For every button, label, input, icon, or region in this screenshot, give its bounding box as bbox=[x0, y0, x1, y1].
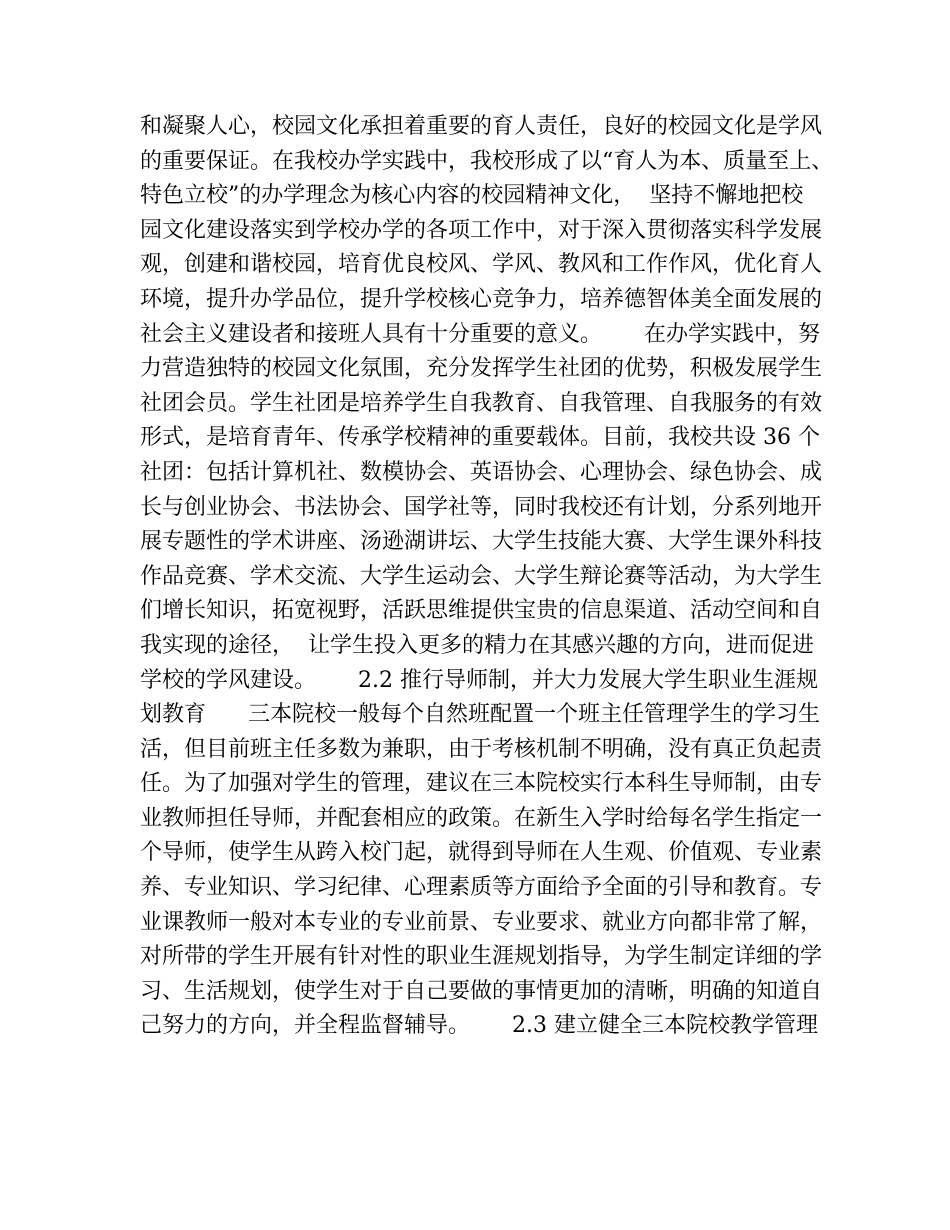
text-line-18: 划教育 三本院校一般每个自然班配置一个班主任管理学生的学习生 bbox=[140, 702, 820, 728]
text-line-6: 环境，提升办学品位，提升学校核心竞争力，培养德智体美全面发展的 bbox=[140, 286, 823, 312]
text-line-2: 的重要保证。在我校办学实践中，我校形成了以“育人为本、质量至上、 bbox=[140, 148, 834, 174]
text-line-22: 个导师，使学生从跨入校门起，就得到导师在人生观、价值观、专业素 bbox=[140, 840, 823, 866]
text-line-12: 长与创业协会、书法协会、国学社等，同时我校还有计划，分系列地开 bbox=[140, 494, 823, 520]
text-line-5: 观，创建和谐校园，培育优良校风、学风、教风和工作作风，优化育人 bbox=[140, 252, 823, 278]
text-line-25: 对所带的学生开展有针对性的职业生涯规划指导，为学生制定详细的学 bbox=[140, 944, 823, 970]
body-text bbox=[140, 110, 834, 1044]
text-line-8: 力营造独特的校园文化氛围，充分发挥学生社团的优势，积极发展学生 bbox=[140, 356, 823, 382]
text-line-14: 作品竞赛、学术交流、大学生运动会、大学生辩论赛等活动，为大学生 bbox=[140, 563, 823, 589]
text-line-20: 任。为了加强对学生的管理，建议在三本院校实行本科生导师制，由专 bbox=[140, 771, 823, 797]
text-line-3: 特色立校”的办学理念为核心内容的校园精神文化， 坚持不懈地把校 bbox=[140, 183, 804, 209]
text-line-9: 社团会员。学生社团是培养学生自我教育、自我管理、自我服务的有效 bbox=[140, 390, 823, 416]
text-line-7: 社会主义建设者和接班人具有十分重要的意义。 在办学实践中，努 bbox=[140, 321, 820, 347]
text-line-24: 业课教师一般对本专业的专业前景、专业要求、就业方向都非常了解， bbox=[140, 909, 823, 935]
text-line-23: 养、专业知识、学习纪律、心理素质等方面给予全面的引导和教育。专 bbox=[140, 875, 823, 901]
text-line-4: 园文化建设落实到学校办学的各项工作中，对于深入贯彻落实科学发展 bbox=[140, 217, 823, 243]
text-line-15: 们增长知识，拓宽视野，活跃思维提供宝贵的信息渠道、活动空间和自 bbox=[140, 598, 823, 624]
text-line-13: 展专题性的学术讲座、汤逊湖讲坛、大学生技能大赛、大学生课外科技 bbox=[140, 529, 823, 555]
text-line-27: 己努力的方向，并全程监督辅导。 2.3 建立健全三本院校教学管理 bbox=[140, 1013, 818, 1039]
text-line-19: 活，但目前班主任多数为兼职，由于考核机制不明确，没有真正负起责 bbox=[140, 736, 823, 762]
text-line-16: 我实现的途径， 让学生投入更多的精力在其感兴趣的方向，进而促进 bbox=[140, 632, 814, 658]
text-line-11: 社团：包括计算机社、数模协会、英语协会、心理协会、绿色协会、成 bbox=[140, 459, 823, 485]
text-line-21: 业教师担任导师，并配套相应的政策。在新生入学时给每名学生指定一 bbox=[140, 805, 823, 831]
text-line-17: 学校的学风建设。 2.2 推行导师制，并大力发展大学生职业生涯规 bbox=[140, 667, 818, 693]
text-line-1: 和凝聚人心，校园文化承担着重要的育人责任，良好的校园文化是学风 bbox=[140, 114, 823, 139]
text-line-26: 习、生活规划，使学生对于自己要做的事情更加的清晰，明确的知道自 bbox=[140, 978, 823, 1004]
text-line-10: 形式，是培育青年、传承学校精神的重要载体。目前，我校共设 36 个 bbox=[140, 425, 820, 451]
